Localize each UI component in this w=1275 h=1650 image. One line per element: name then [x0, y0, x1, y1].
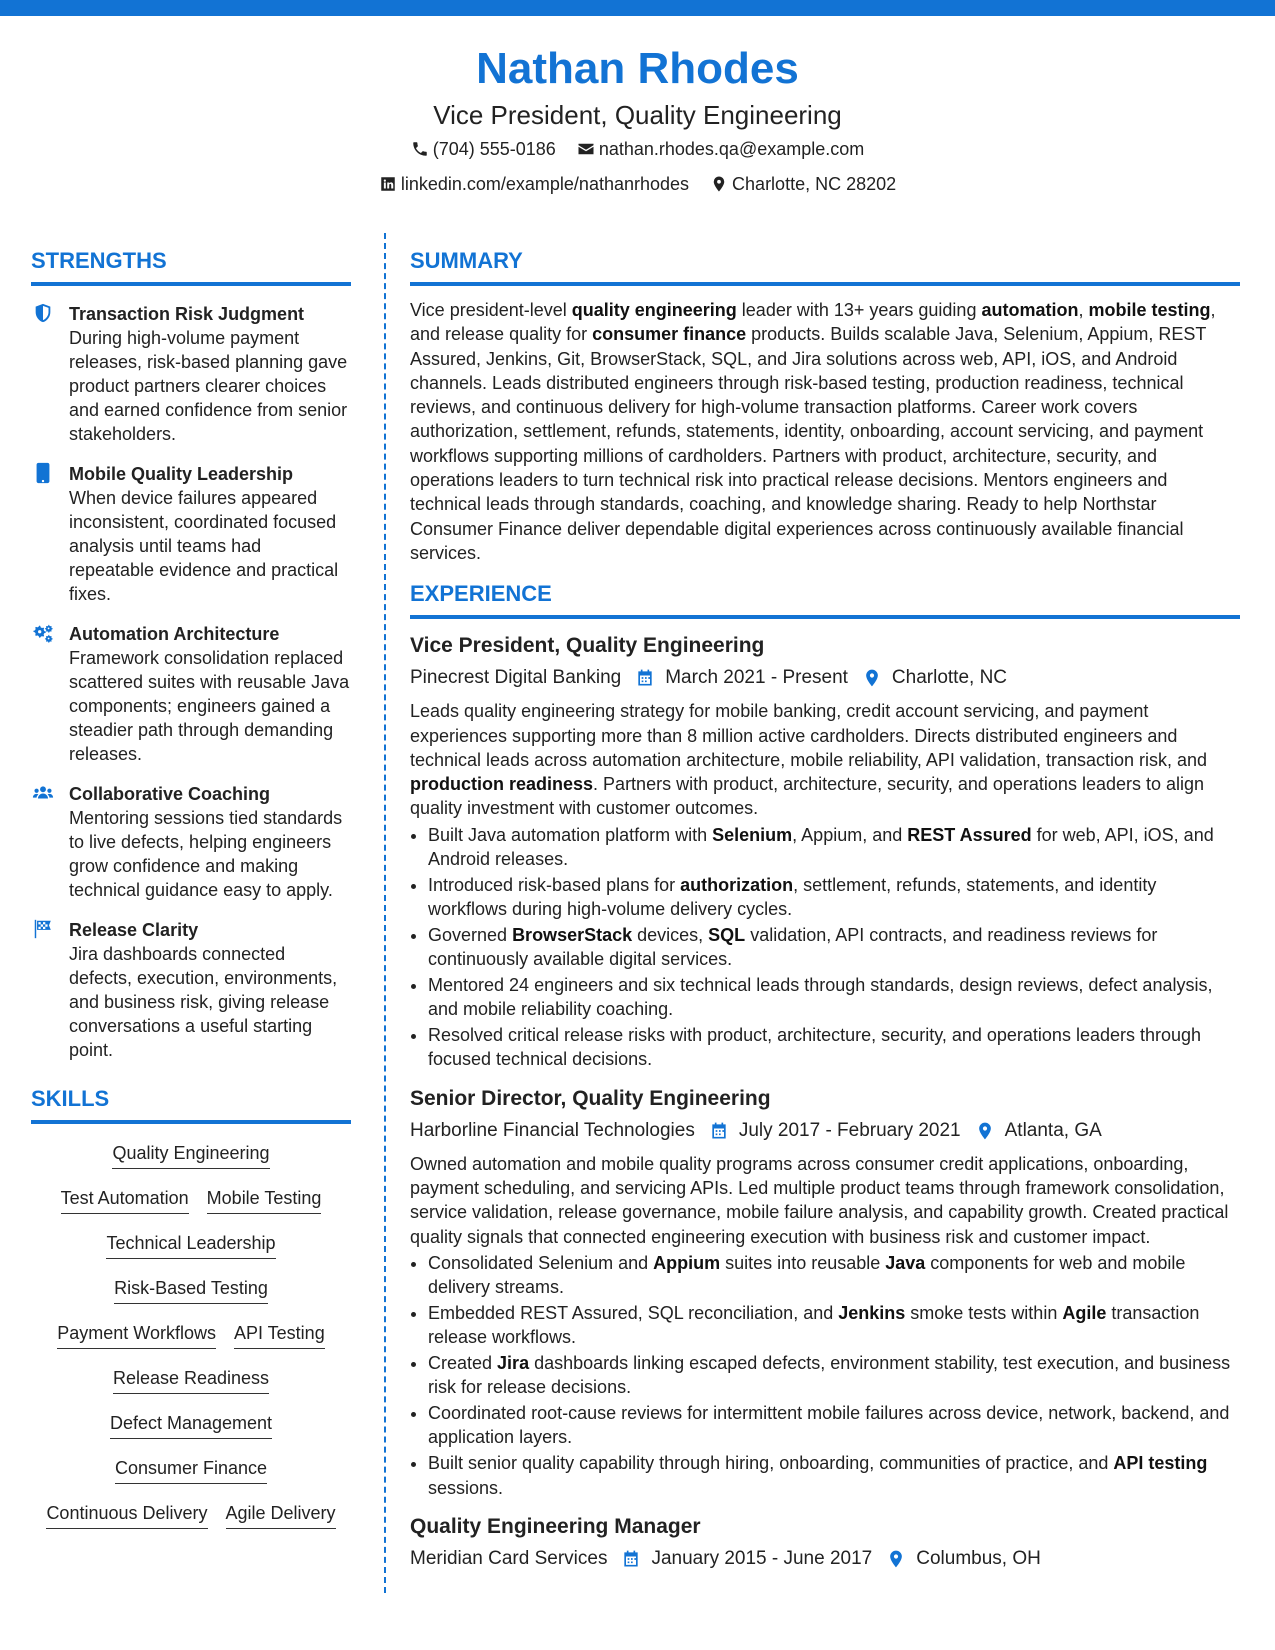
gears-icon — [31, 622, 55, 646]
flag-checkered-icon — [31, 918, 55, 942]
phone-icon — [411, 140, 429, 158]
skill-tag: Technical Leadership — [106, 1232, 275, 1259]
strength-item — [31, 622, 351, 766]
job-bullets — [410, 823, 1240, 1072]
job-title: Vice President, Quality Engineering — [410, 634, 765, 658]
linkedin-icon — [379, 175, 397, 193]
job-bullet: • Built senior quality capability through hiring, onboarding, communities of practice, and API testing sessions. — [428, 1451, 1240, 1500]
phone-text: (704) 555-0186 — [432, 139, 556, 159]
shield-icon — [31, 302, 55, 326]
skill-row — [31, 1322, 351, 1367]
job-bullet: • Built Java automation platform with Selenium, Appium, and REST Assured for web, API, iOS, and Android releases. — [428, 823, 1240, 872]
skill-tag: Risk-Based Testing — [114, 1277, 268, 1304]
users-icon — [31, 782, 55, 806]
skill-tag: Test Automation — [61, 1187, 189, 1214]
summary-text: Vice president-level quality engineering leader with 13+ years guiding automation, mobile testing, and release quality for consumer finance products. Builds scalable Java, Selenium, Appium, REST Assured, Jenkins, Git, BrowserStack, SQL, and Jira solutions across web, API, iOS, and Android channels. Leads distributed engineers through risk-based testing, production readiness, technical reviews, and continuous delivery for high-volume transaction platforms. Career work covers authorization, settlement, refunds, statements, identity, onboarding, account servicing, and payment workflows supporting millions of cardholders. Partners with product, architecture, security, and operations leaders to turn technical risk into practical release decisions. Mentors engineers and technical leads through standards, coaching, and knowledge sharing. Ready to help Northstar Consumer Finance deliver dependable digital experiences across continuously available financial services. — [410, 300, 1216, 563]
job-location: Columbus, OH — [916, 1547, 1041, 1569]
job-bullet: • Embedded REST Assured, SQL reconciliation, and Jenkins smoke tests within Agile transaction release workflows. — [428, 1301, 1240, 1350]
strength-description: Framework consolidation replaced scattered suites with reusable Java components; engineers gained a steadier path through demanding releases. — [69, 648, 350, 764]
phone-contact[interactable] — [411, 134, 556, 164]
candidate-title: Vice President, Quality Engineering — [433, 100, 842, 130]
strength-description: Jira dashboards connected defects, execution, environments, and business risk, giving release conversations a useful starting point. — [69, 944, 338, 1060]
strength-item — [31, 918, 351, 1062]
skill-tag: Continuous Delivery — [46, 1502, 207, 1529]
job-title: Senior Director, Quality Engineering — [410, 1086, 771, 1110]
skill-tag: Payment Workflows — [57, 1322, 216, 1349]
experience-rule — [410, 615, 1240, 619]
strength-title: Transaction Risk Judgment — [69, 304, 305, 324]
skill-row — [31, 1142, 351, 1187]
column-divider — [384, 233, 386, 1593]
job-bullet: • Coordinated root-cause reviews for intermittent mobile failures across device, network, backend, and application layers. — [428, 1401, 1240, 1450]
job-entry — [410, 631, 1240, 1071]
job-meta — [410, 1116, 1240, 1146]
summary-heading: SUMMARY — [410, 248, 523, 273]
job-bullet: • Consolidated Selenium and Appium suites into reusable Java components for web and mobile delivery streams. — [428, 1251, 1240, 1300]
company-name: Meridian Card Services — [410, 1547, 608, 1569]
left-column — [31, 246, 351, 1547]
calendar-icon — [635, 668, 655, 688]
envelope-icon — [577, 140, 595, 158]
strength-description: When device failures appeared inconsistent, coordinated focused analysis until teams had repeatable evidence and practical fixes. — [69, 488, 339, 604]
calendar-icon — [621, 1549, 641, 1569]
candidate-name: Nathan Rhodes — [476, 44, 799, 93]
experience-list — [410, 631, 1240, 1574]
map-pin-icon — [710, 175, 728, 193]
location-contact — [710, 169, 896, 199]
skill-tag: API Testing — [234, 1322, 325, 1349]
skill-tag: Quality Engineering — [112, 1142, 269, 1169]
job-location: Atlanta, GA — [1004, 1119, 1102, 1141]
skill-tag: Mobile Testing — [207, 1187, 322, 1214]
skills-list — [31, 1142, 351, 1547]
map-pin-icon — [975, 1121, 995, 1141]
job-description: Leads quality engineering strategy for mobile banking, credit account servicing, and payment experiences supporting more than 8 million active cardholders. Directs distributed engineers and technical leads across automation architecture, mobile reliability, API validation, transaction risk, and production readiness. Partners with product, architecture, security, and operations leaders to align quality investment with customer outcomes. — [410, 701, 1208, 819]
strength-description: Mentoring sessions tied standards to live defects, helping engineers grow confidence and making technical guidance easy to apply. — [69, 808, 343, 900]
job-meta — [410, 663, 1240, 693]
linkedin-text: linkedin.com/example/nathanrhodes — [400, 174, 690, 194]
job-title: Quality Engineering Manager — [410, 1514, 701, 1538]
job-bullet: • Governed BrowserStack devices, SQL validation, API contracts, and readiness reviews for continuously available digital services. — [428, 923, 1240, 972]
strength-item — [31, 782, 351, 902]
job-bullet: • Mentored 24 engineers and six technical leads through standards, design reviews, defect analysis, and mobile reliability coaching. — [428, 973, 1240, 1022]
skill-row — [31, 1502, 351, 1547]
job-meta — [410, 1544, 1240, 1574]
company-name: Harborline Financial Technologies — [410, 1119, 695, 1141]
skills-heading: SKILLS — [31, 1086, 110, 1111]
strength-title: Automation Architecture — [69, 624, 280, 644]
job-entry — [410, 1512, 1240, 1574]
job-dates: March 2021 - Present — [665, 667, 848, 689]
skill-tag: Defect Management — [110, 1412, 272, 1439]
skill-tag: Agile Delivery — [226, 1502, 336, 1529]
company-name: Pinecrest Digital Banking — [410, 667, 622, 689]
strengths-rule — [31, 282, 351, 286]
linkedin-contact[interactable] — [379, 169, 689, 199]
map-pin-icon — [886, 1549, 906, 1569]
skills-rule — [31, 1120, 351, 1124]
contact-row-1 — [0, 134, 1275, 167]
job-description: Owned automation and mobile quality programs across consumer credit applications, onboarding, payment scheduling, and servicing APIs. Led multiple product teams through framework consolidation, service validation, release governance, mobile failure analysis, and capability growth. Created practical quality signals that connected engineering execution with business risk and customer impact. — [410, 1153, 1229, 1247]
job-bullet: • Created Jira dashboards linking escaped defects, environment stability, test execution, and business risk for release decisions. — [428, 1351, 1240, 1400]
top-accent-bar — [0, 0, 1275, 16]
contact-row-2 — [0, 169, 1275, 202]
job-entry — [410, 1084, 1240, 1500]
strength-item — [31, 462, 351, 606]
skill-row — [31, 1457, 351, 1502]
job-dates: January 2015 - June 2017 — [651, 1547, 873, 1569]
job-location: Charlotte, NC — [891, 667, 1008, 689]
job-bullet: • Introduced risk-based plans for authorization, settlement, refunds, statements, and identity workflows during high-volume delivery cycles. — [428, 873, 1240, 922]
strength-description: During high-volume payment releases, risk-based planning gave product partners clearer choices and earned confidence from senior stakeholders. — [69, 328, 348, 444]
map-pin-icon — [862, 668, 882, 688]
email-contact[interactable] — [577, 134, 864, 164]
location-text: Charlotte, NC 28202 — [732, 174, 897, 194]
calendar-icon — [709, 1121, 729, 1141]
summary-rule — [410, 282, 1240, 286]
skill-tag: Consumer Finance — [115, 1457, 267, 1484]
skill-row — [31, 1277, 351, 1322]
mobile-icon — [31, 462, 55, 486]
right-column — [410, 246, 1240, 1574]
job-bullets — [410, 1251, 1240, 1500]
job-bullet: • Resolved critical release risks with product, architecture, security, and operations leaders through focused technical decisions. — [428, 1023, 1240, 1072]
strength-item — [31, 302, 351, 446]
skill-tag: Release Readiness — [113, 1367, 269, 1394]
resume-header — [0, 40, 1275, 202]
job-dates: July 2017 - February 2021 — [738, 1119, 961, 1141]
experience-heading: EXPERIENCE — [410, 581, 552, 607]
skill-row — [31, 1232, 351, 1277]
strengths-heading: STRENGTHS — [31, 248, 167, 273]
skill-row — [31, 1412, 351, 1457]
skill-row — [31, 1367, 351, 1412]
skill-row — [31, 1187, 351, 1232]
strength-title: Collaborative Coaching — [69, 784, 271, 804]
strength-title: Release Clarity — [69, 920, 199, 940]
email-text: nathan.rhodes.qa@example.com — [598, 139, 865, 159]
strength-title: Mobile Quality Leadership — [69, 464, 294, 484]
